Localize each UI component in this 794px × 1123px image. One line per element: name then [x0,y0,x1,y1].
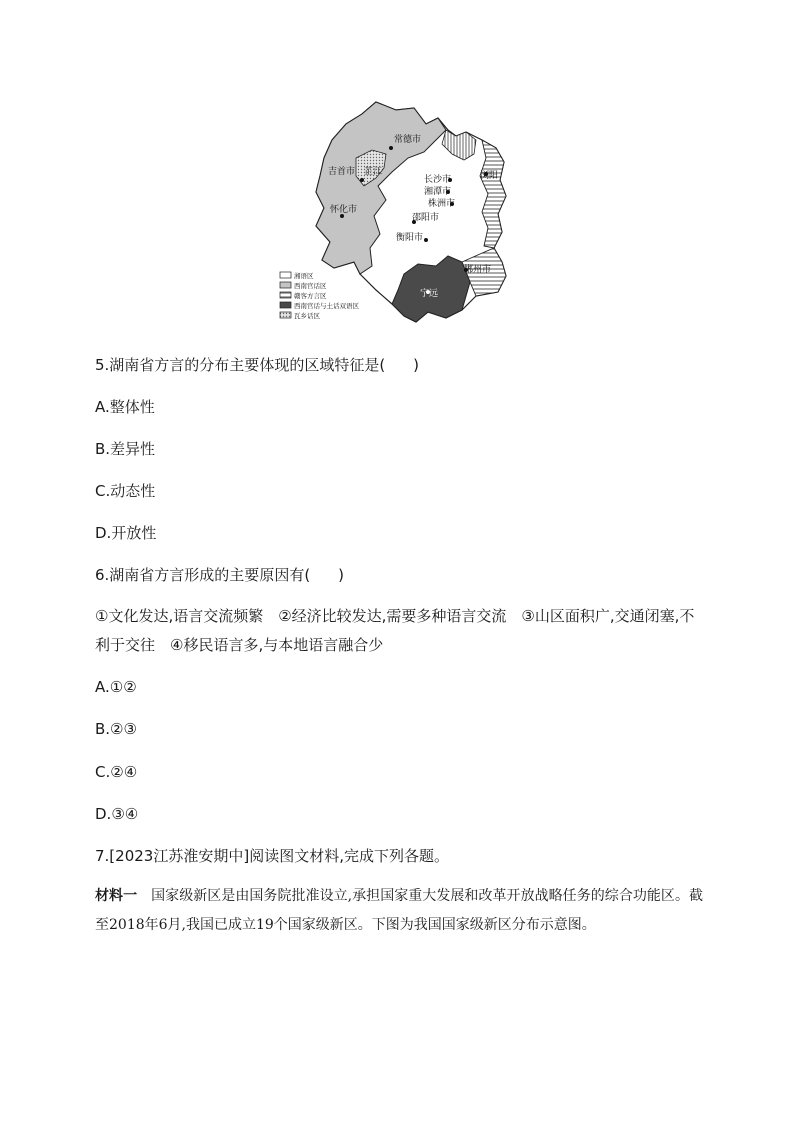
dialect-map [276,96,516,328]
hengyang-dot [424,238,428,242]
label-hengyang: 衡阳市 [396,233,424,243]
q5-option-c: C.动态性 [95,482,156,500]
label-jishou: 吉首市 [328,167,356,177]
question-6-stem: 6.湖南省方言形成的主要原因有( [95,566,311,584]
q7-material-1 [95,882,703,940]
changde-dot [389,146,393,150]
material-text: 国家级新区是由国务院批准设立,承担国家重大发展和改革开放战略任务的综合功能区。截至2018年6月,我国已成立19个国家级新区。下图为我国国家级新区分布示意图。 [95,888,704,933]
label-ningyuan: 宁远 [420,289,439,299]
question-6 [95,565,344,585]
q6-statements: ①文化发达,语言交流频繁 ②经济比较发达,需要多种语言交流 ③山区面积广,交通闭塞,不利于交往 ④移民语言多,与本地语言融合少 [95,607,695,654]
material-label: 材料一 [95,888,138,904]
question-7-stem: 7.[2023江苏淮安期中]阅读图文材料,完成下列各题。 [95,847,449,865]
jishou-dot [360,178,364,182]
question-5-stem: 5.湖南省方言的分布主要体现的区域特征是( [95,356,386,374]
label-shaoyang: 邵阳市 [412,213,440,223]
label-xiangtan: 湘潭市 [424,187,452,197]
q6-option-b: B.②③ [95,720,137,738]
question-6-close: ) [338,566,345,584]
label-changde: 常德市 [394,135,422,145]
q6-option-a: A.①② [95,678,137,696]
question-5-close: ) [413,356,420,374]
legend-xiang: 湘语区 [294,272,314,280]
q5-option-d: D.开放性 [95,524,157,542]
legend-southwest-mandarin: 西南官话区 [294,282,327,290]
question-5 [95,355,419,375]
label-changsha: 长沙市 [424,175,452,185]
legend-waxiang: 瓦乡话区 [294,312,320,320]
q6-option-c: C.②④ [95,763,138,781]
q5-option-a: A.整体性 [95,398,155,416]
label-zhuzhou: 株洲市 [428,199,456,209]
map-legend [280,271,360,320]
legend-bilingual: 西南官话与土话双语区 [294,302,359,310]
q5-option-b: B.差异性 [95,440,156,458]
label-liuyang: 浏阳 [480,171,499,181]
q6-option-d: D.③④ [95,805,139,823]
label-zhijiang: 芷江 [364,167,383,177]
label-huaihua: 怀化市 [330,205,358,215]
dialect-map-svg [276,96,516,328]
legend-gan-hakka: 赣客方言区 [294,292,327,300]
label-chenzhou: 郴州市 [464,265,492,275]
